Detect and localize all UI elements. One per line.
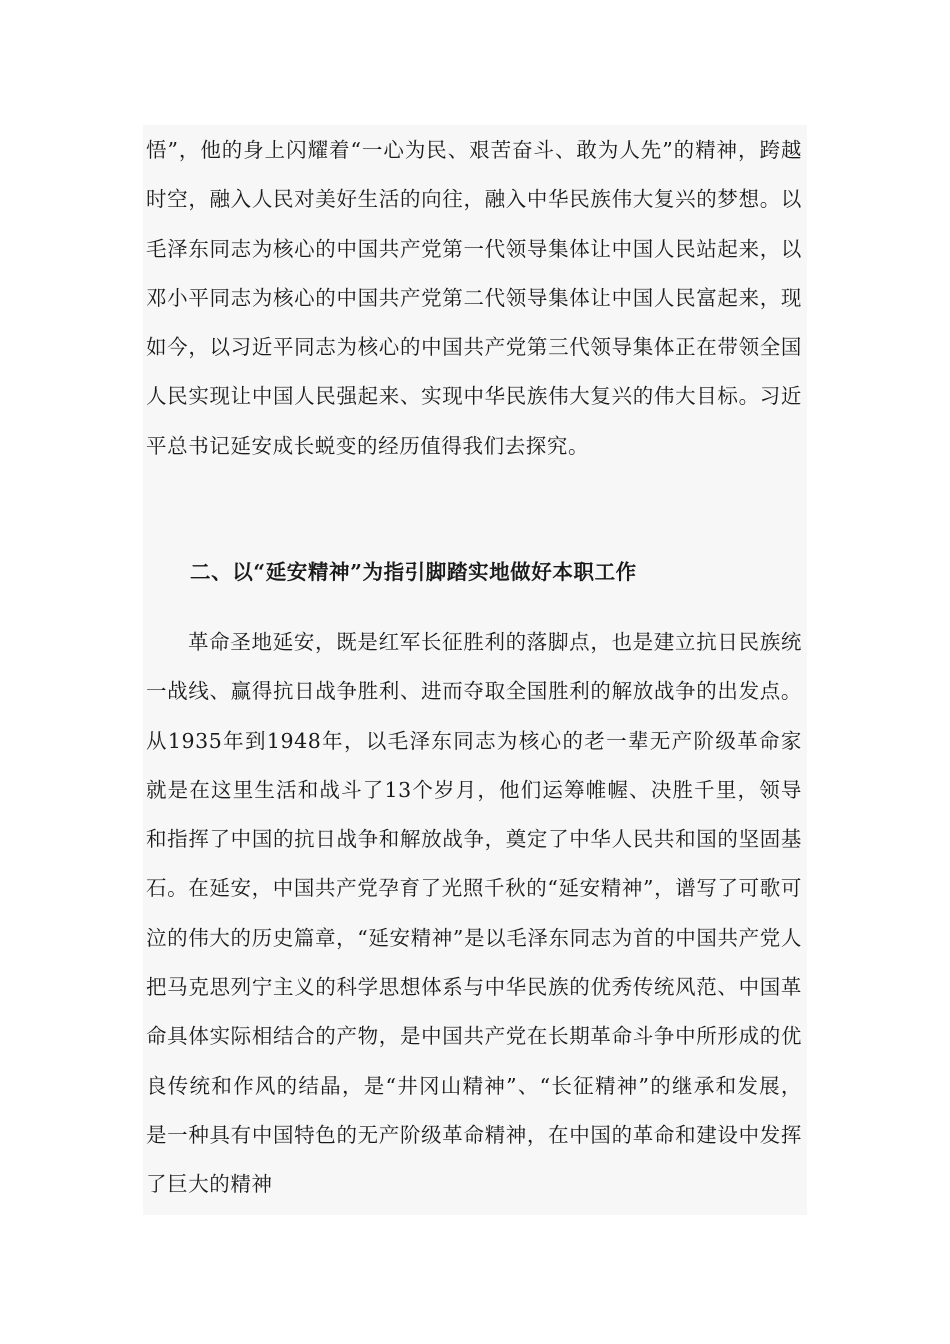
- section-heading: 二、以“延安精神”为指引脚踏实地做好本职工作: [190, 560, 637, 584]
- body-paragraph: 革命圣地延安，既是红军长征胜利的落脚点，也是建立抗日民族统一战线、赢得抗日战争胜利、进而夺取全国胜利的解放战争的出发点。从1935年到1948年，以毛泽东同志为核心的老一辈无产阶级革命家就是在这里生活和战斗了13个岁月，他们运筹帷幄、决胜千里，领导和指挥了中国的抗日战争和解放战争，奠定了中华人民共和国的坚固基石。在延安，中国共产党孕育了光照千秋的“延安精神”，谱写了可歌可泣的伟大的历史篇章，“延安精神”是以毛泽东同志为首的中国共产党人把马克思列宁主义的科学思想体系与中华民族的优秀传统风范、中国革命具体实际相结合的产物，是中国共产党在长期革命斗争中所形成的优良传统和作风的结晶，是“井冈山精神”、“长征精神”的继承和发展，是一种具有中国特色的无产阶级革命精神，在中国的革命和建设中发挥了巨大的精神: [146, 630, 802, 1197]
- body-paragraph: 悟”，他的身上闪耀着“一心为民、艰苦奋斗、敢为人先”的精神，跨越时空，融入人民对美好生活的向往，融入中华民族伟大复兴的梦想。以毛泽东同志为核心的中国共产党第一代领导集体让中国人民站起来，以邓小平同志为核心的中国共产党第二代领导集体让中国人民富起来，现如今，以习近平同志为核心的中国共产党第三代领导集体正在带领全国人民实现让中国人民强起来、实现中华民族伟大复兴的伟大目标。习近平总书记延安成长蜕变的经历值得我们去探究。: [146, 138, 802, 458]
